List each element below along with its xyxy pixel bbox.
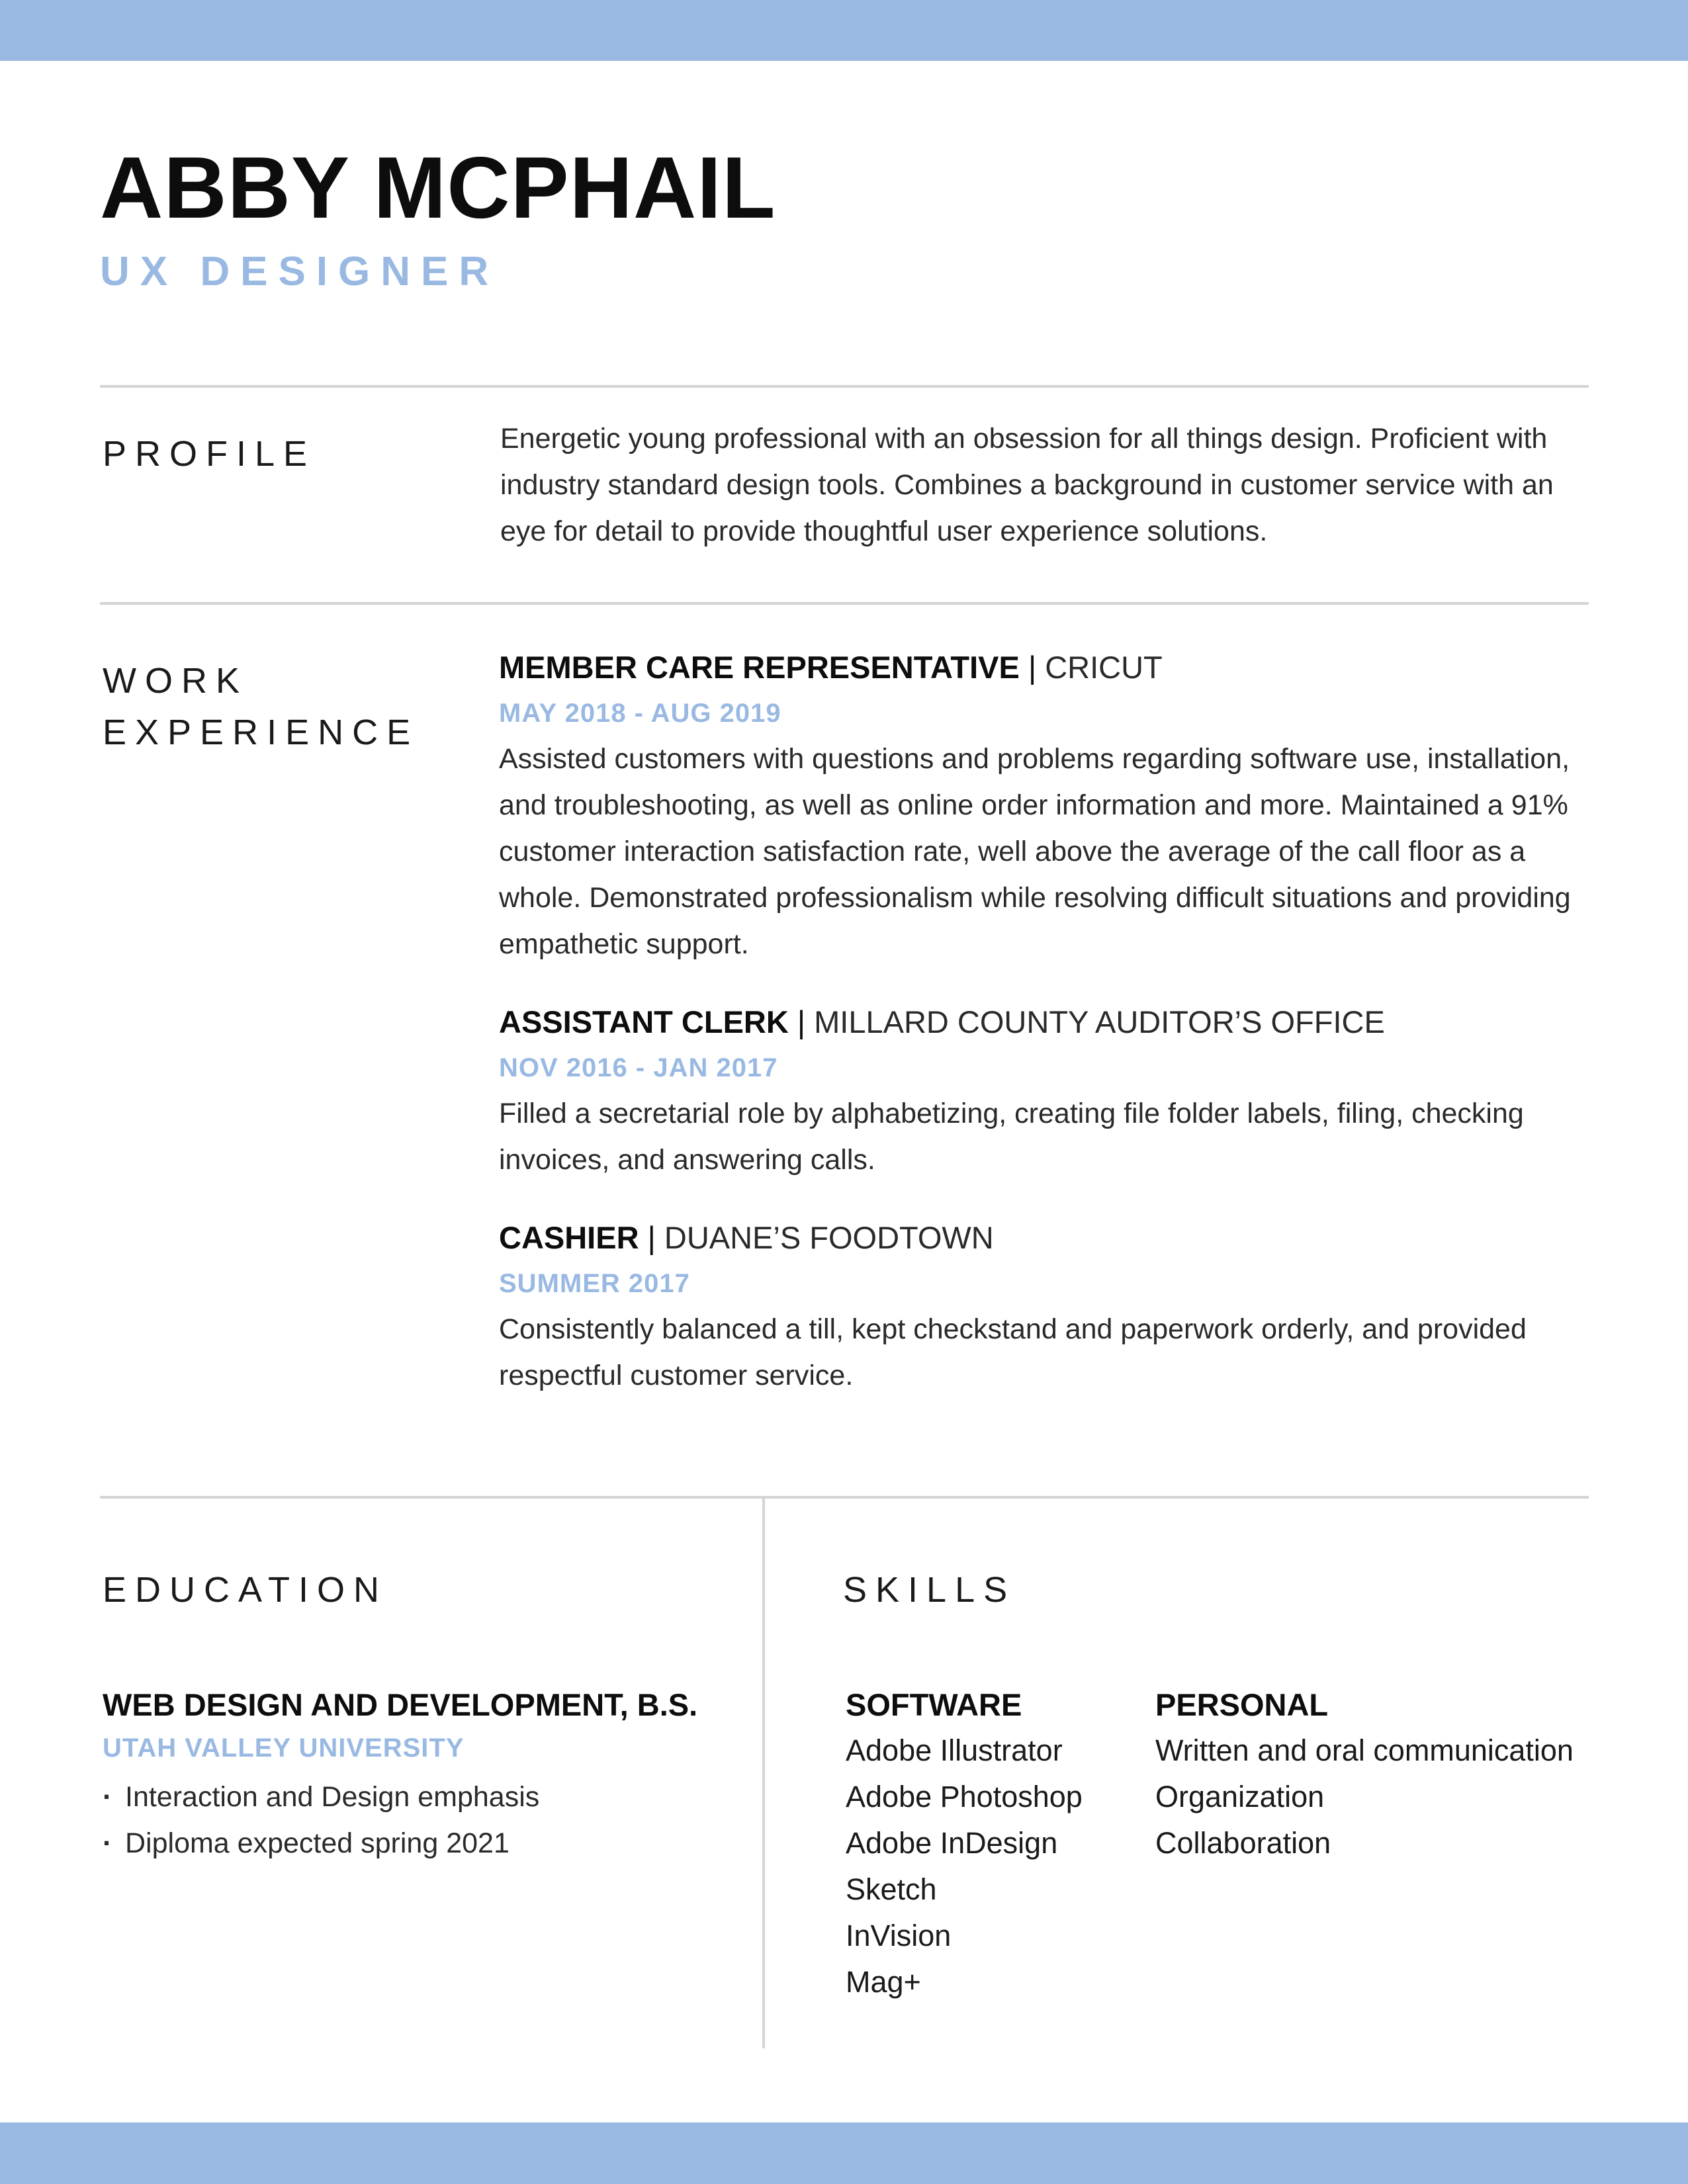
- job-heading: [499, 1219, 1591, 1257]
- skills-personal-column: [1155, 1682, 1574, 1866]
- job-role: MEMBER CARE REPRESENTATIVE: [499, 650, 1020, 685]
- job-heading: [499, 1003, 1591, 1041]
- job-company: MILLARD COUNTY AUDITOR’S OFFICE: [814, 1004, 1385, 1039]
- job-entry: [499, 1003, 1591, 1183]
- job-separator: |: [1028, 650, 1037, 685]
- skill-item: InVision: [846, 1919, 952, 1952]
- job-company: CRICUT: [1045, 650, 1163, 685]
- job-entry: [499, 648, 1591, 967]
- work-label-line1: WORK: [103, 661, 248, 701]
- divider-profile: [100, 385, 1589, 388]
- job-heading: [499, 648, 1591, 687]
- skill-item: Written and oral communication: [1155, 1733, 1574, 1767]
- skills-software-list: [846, 1727, 1083, 2005]
- job-description: Consistently balanced a till, kept checkstand and paperwork orderly, and provided respectful customer service.: [499, 1313, 1527, 1391]
- skill-item: Sketch: [846, 1872, 937, 1906]
- skills-personal-list: [1155, 1727, 1574, 1866]
- profile-label: PROFILE: [103, 434, 316, 474]
- job-entry: [499, 1219, 1591, 1399]
- job-role: CASHIER: [499, 1220, 639, 1255]
- education-degree: WEB DESIGN AND DEVELOPMENT, B.S.: [103, 1687, 698, 1722]
- job-separator: |: [797, 1004, 806, 1039]
- job-role: ASSISTANT CLERK: [499, 1004, 789, 1039]
- profile-summary: Energetic young professional with an obsession for all things design. Proficient with industry standard design tools. Combines a background in customer service with an eye for detail to provide thoughtful user experience solutions.: [500, 423, 1554, 547]
- education-bullet: · Interaction and Design emphasis: [103, 1774, 731, 1820]
- work-experience-list: [499, 648, 1591, 1434]
- divider-education-skills: [100, 1496, 1589, 1499]
- skills-label: SKILLS: [843, 1570, 1016, 1610]
- job-separator: |: [647, 1220, 656, 1255]
- skill-item: Adobe Photoshop: [846, 1780, 1083, 1813]
- job-dates: NOV 2016 - JAN 2017: [499, 1053, 778, 1082]
- skill-item: Collaboration: [1155, 1826, 1331, 1860]
- skill-item: Adobe Illustrator: [846, 1733, 1063, 1767]
- skills-software-heading: SOFTWARE: [846, 1687, 1022, 1722]
- job-description: Filled a secretarial role by alphabetizing, creating file folder labels, filing, checking invoices, and answering calls.: [499, 1098, 1524, 1176]
- vertical-divider: [762, 1497, 765, 2048]
- job-description: Assisted customers with questions and problems regarding software use, installation, and troubleshooting, as well as online order information and more. Maintained a 91% customer interaction satisfaction rate, well above the average of the call floor as a whole. Demonstrated professionalism while resolving difficult situations and providing empathetic support.: [499, 743, 1571, 960]
- education-bullet: · Diploma expected spring 2021: [103, 1820, 731, 1866]
- skill-item: Adobe InDesign: [846, 1826, 1058, 1860]
- job-company: DUANE’S FOODTOWN: [664, 1220, 994, 1255]
- bottom-accent-band: [0, 2122, 1688, 2184]
- work-label-line2: EXPERIENCE: [103, 713, 420, 752]
- job-title-heading: UX DESIGNER: [100, 249, 500, 294]
- job-dates: MAY 2018 - AUG 2019: [499, 699, 781, 728]
- education-label: EDUCATION: [103, 1570, 388, 1610]
- job-dates: SUMMER 2017: [499, 1269, 690, 1298]
- skill-item: Mag+: [846, 1965, 921, 1999]
- skills-personal-heading: PERSONAL: [1155, 1687, 1329, 1722]
- skill-item: Organization: [1155, 1780, 1325, 1813]
- top-accent-band: [0, 0, 1688, 61]
- candidate-name: ABBY MCPHAIL: [100, 139, 776, 236]
- education-bullets: [103, 1774, 731, 1866]
- skills-software-column: [846, 1682, 1083, 2005]
- education-entry: [103, 1682, 731, 1866]
- education-school: UTAH VALLEY UNIVERSITY: [103, 1733, 465, 1763]
- divider-work: [100, 602, 1589, 605]
